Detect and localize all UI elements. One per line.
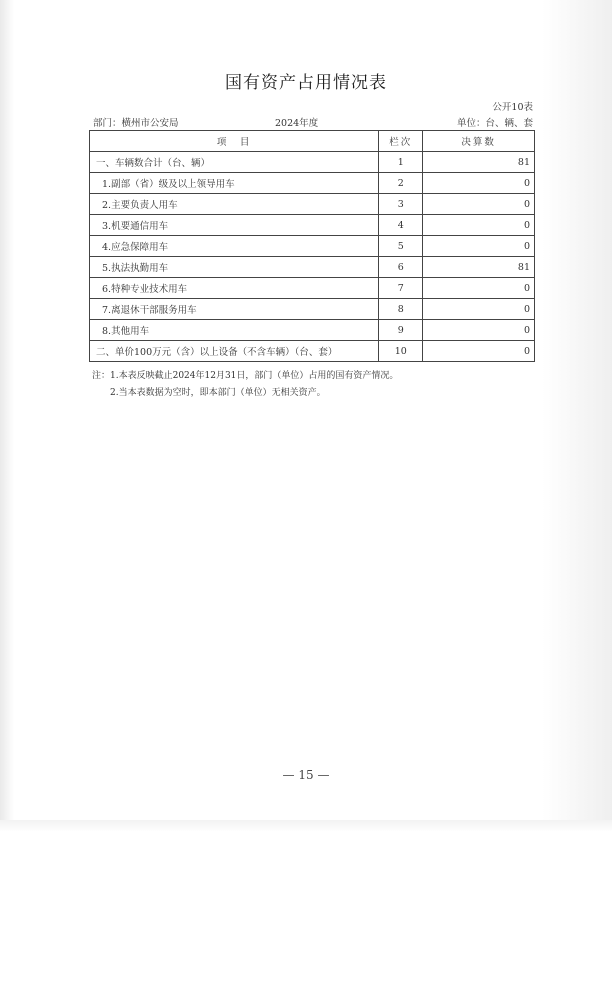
scan-shadow-bottom [0, 820, 612, 832]
note-line: 注：1.本表反映截止2024年12月31日，部门（单位）占用的国有资产情况。 [92, 371, 399, 381]
table-meta-row [91, 115, 533, 129]
fiscal-year: 2024年度 [275, 118, 319, 129]
row-item: 7.离退休干部服务用车 [90, 299, 379, 320]
scan-shadow-left [0, 0, 14, 830]
asset-table [89, 130, 535, 362]
header-final-value: 决算数 [423, 131, 535, 152]
row-number: 4 [379, 215, 423, 236]
row-value: 81 [423, 257, 535, 278]
row-item: 一、车辆数合计（台、辆） [90, 152, 379, 173]
row-number: 10 [379, 341, 423, 362]
row-item: 4.应急保障用车 [90, 236, 379, 257]
header-item: 项 目 [90, 131, 379, 152]
row-number: 3 [379, 194, 423, 215]
row-item: 5.执法执勤用车 [90, 257, 379, 278]
table-row [90, 215, 535, 236]
row-number: 6 [379, 257, 423, 278]
table-row [90, 299, 535, 320]
row-value: 0 [423, 194, 535, 215]
row-item: 2.主要负责人用车 [90, 194, 379, 215]
table-notes [92, 368, 398, 402]
header-row-number: 栏次 [379, 131, 423, 152]
table-row [90, 173, 535, 194]
row-number: 8 [379, 299, 423, 320]
row-value: 0 [423, 236, 535, 257]
row-number: 1 [379, 152, 423, 173]
row-item: 6.特种专业技术用车 [90, 278, 379, 299]
row-value: 81 [423, 152, 535, 173]
table-row [90, 194, 535, 215]
row-value: 0 [423, 299, 535, 320]
row-value: 0 [423, 278, 535, 299]
row-number: 9 [379, 320, 423, 341]
row-value: 0 [423, 173, 535, 194]
row-number: 7 [379, 278, 423, 299]
note-line: 2.当本表数据为空时，即本部门（单位）无相关资产。 [110, 388, 326, 398]
table-row [90, 257, 535, 278]
row-number: 2 [379, 173, 423, 194]
row-number: 5 [379, 236, 423, 257]
row-item: 二、单价100万元（含）以上设备（不含车辆）（台、套） [90, 341, 379, 362]
table-row [90, 320, 535, 341]
row-value: 0 [423, 320, 535, 341]
row-value: 0 [423, 215, 535, 236]
table-row [90, 236, 535, 257]
table-header-row [90, 131, 535, 152]
page-number: — 15 — [282, 768, 330, 782]
table-row [90, 152, 535, 173]
table-row [90, 341, 535, 362]
row-value: 0 [423, 341, 535, 362]
table-row [90, 278, 535, 299]
page-title: 国有资产占用情况表 [225, 73, 387, 93]
row-item: 3.机要通信用车 [90, 215, 379, 236]
scan-shadow-right [542, 0, 612, 830]
form-number: 公开10表 [492, 102, 533, 113]
row-item: 8.其他用车 [90, 320, 379, 341]
department-label: 部门：横州市公安局 [93, 118, 179, 129]
unit-label: 单位：台、辆、套 [456, 118, 533, 129]
row-item: 1.副部（省）级及以上领导用车 [90, 173, 379, 194]
